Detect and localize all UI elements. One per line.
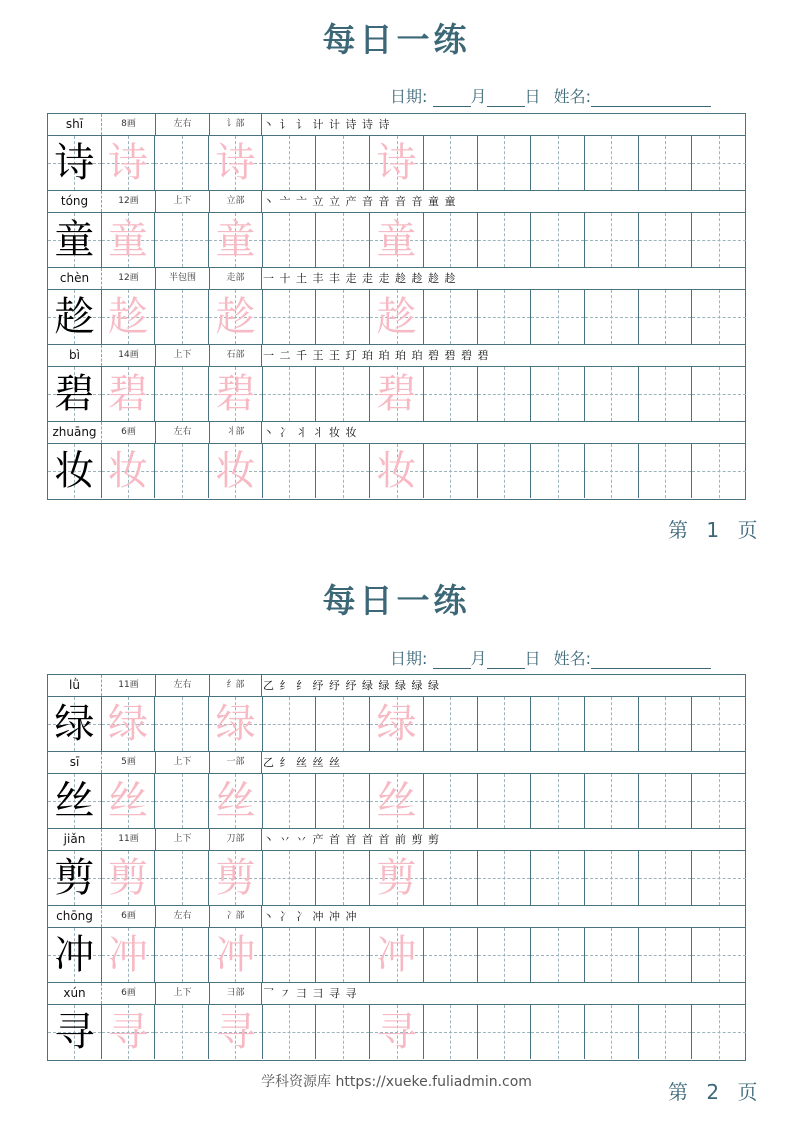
trace-character: 碧	[215, 371, 256, 417]
info-line	[390, 646, 711, 669]
tian-zi-box[interactable]	[639, 1005, 693, 1059]
tian-zi-box[interactable]	[155, 851, 209, 905]
tian-zi-box[interactable]	[370, 213, 424, 267]
month-blank[interactable]	[433, 90, 471, 107]
tian-zi-box[interactable]	[317, 774, 371, 828]
trace-character: 趁	[108, 294, 149, 340]
character-row	[48, 928, 745, 983]
tian-zi-box[interactable]	[155, 367, 209, 421]
trace-character: 冲	[108, 932, 149, 978]
tian-zi-box[interactable]	[585, 213, 639, 267]
model-character: 诗	[54, 140, 95, 186]
tian-zi-box[interactable]	[585, 774, 639, 828]
info-row	[48, 268, 745, 290]
tian-zi-box[interactable]	[102, 1005, 156, 1059]
tian-zi-box[interactable]	[263, 213, 317, 267]
tian-zi-box[interactable]	[155, 1005, 209, 1059]
info-row	[48, 345, 745, 367]
tian-zi-box[interactable]	[531, 290, 585, 344]
structure-label: 上下	[156, 829, 210, 850]
day-blank[interactable]	[487, 652, 525, 669]
tian-zi-box[interactable]	[692, 1005, 746, 1059]
character-row	[48, 136, 745, 191]
trace-character: 冲	[376, 932, 417, 978]
stroke-count-label: 6画	[102, 906, 156, 927]
trace-character: 趁	[376, 294, 417, 340]
trace-character: 妆	[108, 448, 149, 494]
radical-label: 彐部	[210, 983, 262, 1004]
tian-zi-box[interactable]	[639, 851, 693, 905]
tian-zi-box[interactable]	[478, 851, 532, 905]
radical-label: 冫部	[210, 906, 262, 927]
stroke-order-sequence: 一 二 千 王 王 玎 珀 珀 珀 珀 碧 碧 碧 碧	[263, 349, 490, 362]
model-character: 趁	[54, 294, 95, 340]
month-blank[interactable]	[433, 652, 471, 669]
pinyin-label: bì	[48, 345, 102, 366]
tian-zi-box[interactable]	[317, 851, 371, 905]
name-label: 姓名:	[553, 87, 592, 106]
model-character: 冲	[54, 932, 95, 978]
tian-zi-box[interactable]	[639, 928, 693, 982]
page-number: 第 2 页	[668, 1080, 764, 1104]
info-row	[48, 906, 745, 928]
tian-zi-box[interactable]	[478, 136, 532, 190]
tian-zi-box[interactable]	[692, 851, 746, 905]
tian-zi-box[interactable]	[424, 774, 478, 828]
tian-zi-box[interactable]	[692, 444, 746, 498]
trace-character: 趁	[215, 294, 256, 340]
pinyin-label: tóng	[48, 191, 102, 212]
stroke-count-label: 11画	[102, 829, 156, 850]
info-row	[48, 829, 745, 851]
radical-label: 丬部	[210, 422, 262, 443]
tian-zi-box[interactable]	[48, 290, 102, 344]
tian-zi-box[interactable]	[639, 774, 693, 828]
tian-zi-box[interactable]	[263, 928, 317, 982]
tian-zi-box[interactable]	[48, 697, 102, 751]
character-row	[48, 774, 745, 829]
tian-zi-box[interactable]	[263, 851, 317, 905]
trace-character: 绿	[215, 701, 256, 747]
tian-zi-box[interactable]	[478, 444, 532, 498]
radical-label: 讠部	[210, 114, 262, 135]
tian-zi-box[interactable]	[370, 851, 424, 905]
tian-zi-box[interactable]	[155, 136, 209, 190]
tian-zi-box[interactable]	[639, 213, 693, 267]
tian-zi-box[interactable]	[263, 1005, 317, 1059]
tian-zi-box[interactable]	[209, 444, 263, 498]
tian-zi-box[interactable]	[370, 1005, 424, 1059]
tian-zi-box[interactable]	[209, 851, 263, 905]
tian-zi-box[interactable]	[48, 928, 102, 982]
pinyin-label: jiǎn	[48, 829, 102, 850]
day-blank[interactable]	[487, 90, 525, 107]
radical-label: 刀部	[210, 829, 262, 850]
tian-zi-box[interactable]	[692, 213, 746, 267]
tian-zi-box[interactable]	[370, 697, 424, 751]
structure-label: 上下	[156, 752, 210, 773]
structure-label: 左右	[156, 422, 210, 443]
info-row	[48, 752, 745, 774]
tian-zi-box[interactable]	[263, 290, 317, 344]
tian-zi-box[interactable]	[155, 213, 209, 267]
tian-zi-box[interactable]	[424, 136, 478, 190]
trace-character: 丝	[215, 778, 256, 824]
tian-zi-box[interactable]	[102, 213, 156, 267]
tian-zi-box[interactable]	[424, 1005, 478, 1059]
tian-zi-box[interactable]	[209, 213, 263, 267]
tian-zi-box[interactable]	[424, 290, 478, 344]
info-row	[48, 114, 745, 136]
tian-zi-box[interactable]	[317, 697, 371, 751]
tian-zi-box[interactable]	[424, 444, 478, 498]
tian-zi-box[interactable]	[531, 444, 585, 498]
trace-character: 丝	[108, 778, 149, 824]
tian-zi-box[interactable]	[585, 444, 639, 498]
structure-label: 左右	[156, 114, 210, 135]
tian-zi-box[interactable]	[478, 1005, 532, 1059]
trace-character: 绿	[376, 701, 417, 747]
tian-zi-box[interactable]	[317, 136, 371, 190]
tian-zi-box[interactable]	[317, 213, 371, 267]
tian-zi-box[interactable]	[478, 774, 532, 828]
trace-character: 丝	[376, 778, 417, 824]
trace-character: 寻	[215, 1009, 256, 1055]
tian-zi-box[interactable]	[478, 290, 532, 344]
tian-zi-box[interactable]	[48, 367, 102, 421]
page-title: 每日一练	[322, 20, 471, 59]
stroke-order-sequence: 丶 冫 丬 丬 妆 妆	[263, 426, 358, 439]
month-label: 月	[470, 649, 487, 668]
model-character: 丝	[54, 778, 95, 824]
trace-character: 寻	[108, 1009, 149, 1055]
character-row	[48, 851, 745, 906]
model-character: 剪	[54, 855, 95, 901]
tian-zi-box[interactable]	[585, 851, 639, 905]
page-title: 每日一练	[322, 581, 471, 620]
character-row	[48, 367, 745, 422]
trace-character: 寻	[376, 1009, 417, 1055]
stroke-order-sequence: 丶 冫 冫 冲 冲 冲	[263, 910, 358, 923]
tian-zi-box[interactable]	[102, 136, 156, 190]
model-character: 童	[54, 217, 95, 263]
character-row	[48, 444, 745, 499]
tian-zi-box[interactable]	[209, 774, 263, 828]
stroke-count-label: 5画	[102, 752, 156, 773]
date-label: 日期:	[390, 87, 428, 106]
practice-grid	[47, 113, 746, 500]
info-row	[48, 191, 745, 213]
model-character: 寻	[54, 1009, 95, 1055]
tian-zi-box[interactable]	[585, 1005, 639, 1059]
tian-zi-box[interactable]	[102, 851, 156, 905]
tian-zi-box[interactable]	[639, 444, 693, 498]
practice-grid	[47, 674, 746, 1061]
character-row	[48, 290, 745, 345]
tian-zi-box[interactable]	[478, 697, 532, 751]
trace-character: 童	[215, 217, 256, 263]
tian-zi-box[interactable]	[370, 774, 424, 828]
tian-zi-box[interactable]	[692, 290, 746, 344]
model-character: 妆	[54, 448, 95, 494]
trace-character: 剪	[108, 855, 149, 901]
name-blank[interactable]	[591, 90, 711, 107]
structure-label: 左右	[156, 675, 210, 696]
tian-zi-box[interactable]	[370, 928, 424, 982]
tian-zi-box[interactable]	[317, 290, 371, 344]
tian-zi-box[interactable]	[424, 213, 478, 267]
tian-zi-box[interactable]	[102, 444, 156, 498]
tian-zi-box[interactable]	[48, 444, 102, 498]
radical-label: 一部	[210, 752, 262, 773]
model-character: 绿	[54, 701, 95, 747]
structure-label: 上下	[156, 345, 210, 366]
tian-zi-box[interactable]	[263, 444, 317, 498]
tian-zi-box[interactable]	[209, 367, 263, 421]
pinyin-label: zhuāng	[48, 422, 102, 443]
tian-zi-box[interactable]	[424, 851, 478, 905]
trace-character: 剪	[376, 855, 417, 901]
trace-character: 妆	[376, 448, 417, 494]
tian-zi-box[interactable]	[317, 928, 371, 982]
info-row	[48, 675, 745, 697]
model-character: 碧	[54, 371, 95, 417]
trace-character: 绿	[108, 701, 149, 747]
stroke-count-label: 6画	[102, 422, 156, 443]
tian-zi-box[interactable]	[209, 1005, 263, 1059]
structure-label: 上下	[156, 983, 210, 1004]
tian-zi-box[interactable]	[692, 136, 746, 190]
tian-zi-box[interactable]	[48, 136, 102, 190]
tian-zi-box[interactable]	[478, 367, 532, 421]
tian-zi-box[interactable]	[370, 367, 424, 421]
tian-zi-box[interactable]	[531, 213, 585, 267]
date-label: 日期:	[390, 649, 428, 668]
tian-zi-box[interactable]	[209, 290, 263, 344]
tian-zi-box[interactable]	[531, 136, 585, 190]
tian-zi-box[interactable]	[424, 928, 478, 982]
tian-zi-box[interactable]	[370, 290, 424, 344]
tian-zi-box[interactable]	[102, 290, 156, 344]
tian-zi-box[interactable]	[102, 774, 156, 828]
tian-zi-box[interactable]	[48, 774, 102, 828]
stroke-order-sequence: 丶 丷 丷 产 首 首 首 首 前 剪 剪	[263, 833, 440, 846]
tian-zi-box[interactable]	[48, 213, 102, 267]
tian-zi-box[interactable]	[692, 697, 746, 751]
radical-label: 石部	[210, 345, 262, 366]
tian-zi-box[interactable]	[531, 774, 585, 828]
day-label: 日	[524, 649, 541, 668]
tian-zi-box[interactable]	[692, 928, 746, 982]
tian-zi-box[interactable]	[263, 697, 317, 751]
stroke-count-label: 14画	[102, 345, 156, 366]
tian-zi-box[interactable]	[585, 367, 639, 421]
pinyin-label: chèn	[48, 268, 102, 289]
stroke-count-label: 8画	[102, 114, 156, 135]
tian-zi-box[interactable]	[585, 697, 639, 751]
tian-zi-box[interactable]	[370, 136, 424, 190]
tian-zi-box[interactable]	[155, 774, 209, 828]
trace-character: 诗	[376, 140, 417, 186]
tian-zi-box[interactable]	[317, 367, 371, 421]
pinyin-label: lǜ	[48, 675, 102, 696]
tian-zi-box[interactable]	[585, 136, 639, 190]
tian-zi-box[interactable]	[531, 697, 585, 751]
tian-zi-box[interactable]	[639, 136, 693, 190]
radical-label: 纟部	[210, 675, 262, 696]
trace-character: 剪	[215, 855, 256, 901]
tian-zi-box[interactable]	[263, 136, 317, 190]
tian-zi-box[interactable]	[531, 1005, 585, 1059]
tian-zi-box[interactable]	[424, 367, 478, 421]
tian-zi-box[interactable]	[209, 136, 263, 190]
tian-zi-box[interactable]	[263, 367, 317, 421]
tian-zi-box[interactable]	[692, 774, 746, 828]
tian-zi-box[interactable]	[263, 774, 317, 828]
tian-zi-box[interactable]	[478, 928, 532, 982]
character-row	[48, 213, 745, 268]
stroke-order-sequence: 乙 纟 纟 纾 纾 纾 绿 绿 绿 绿 绿	[263, 679, 440, 692]
stroke-order-sequence: 丶 亠 亠 立 立 产 音 音 音 音 童 童	[263, 195, 457, 208]
month-label: 月	[470, 87, 487, 106]
radical-label: 立部	[210, 191, 262, 212]
tian-zi-box[interactable]	[585, 928, 639, 982]
tian-zi-box[interactable]	[102, 367, 156, 421]
character-row	[48, 697, 745, 752]
trace-character: 诗	[108, 140, 149, 186]
stroke-order-sequence: 乙 纟 丝 丝 丝	[263, 756, 341, 769]
stroke-order-sequence: 乛 ㇇ 彐 彐 寻 寻	[263, 987, 358, 1000]
tian-zi-box[interactable]	[102, 697, 156, 751]
trace-character: 诗	[215, 140, 256, 186]
trace-character: 童	[108, 217, 149, 263]
tian-zi-box[interactable]	[531, 851, 585, 905]
tian-zi-box[interactable]	[155, 697, 209, 751]
stroke-order-sequence: 一 十 土 丰 丰 走 走 走 趁 趁 趁 趁	[263, 272, 457, 285]
character-row	[48, 1005, 745, 1060]
trace-character: 妆	[215, 448, 256, 494]
name-blank[interactable]	[591, 652, 711, 669]
tian-zi-box[interactable]	[155, 290, 209, 344]
tian-zi-box[interactable]	[209, 697, 263, 751]
pinyin-label: sī	[48, 752, 102, 773]
tian-zi-box[interactable]	[424, 697, 478, 751]
tian-zi-box[interactable]	[155, 928, 209, 982]
pinyin-label: chōng	[48, 906, 102, 927]
tian-zi-box[interactable]	[639, 697, 693, 751]
info-row	[48, 422, 745, 444]
tian-zi-box[interactable]	[102, 928, 156, 982]
stroke-count-label: 12画	[102, 268, 156, 289]
tian-zi-box[interactable]	[478, 213, 532, 267]
pinyin-label: shī	[48, 114, 102, 135]
tian-zi-box[interactable]	[531, 928, 585, 982]
page-number: 第 1 页	[668, 518, 764, 542]
info-line	[390, 84, 711, 107]
day-label: 日	[524, 87, 541, 106]
tian-zi-box[interactable]	[317, 1005, 371, 1059]
tian-zi-box[interactable]	[531, 367, 585, 421]
tian-zi-box[interactable]	[155, 444, 209, 498]
trace-character: 碧	[108, 371, 149, 417]
tian-zi-box[interactable]	[48, 1005, 102, 1059]
info-row	[48, 983, 745, 1005]
tian-zi-box[interactable]	[209, 928, 263, 982]
structure-label: 上下	[156, 191, 210, 212]
tian-zi-box[interactable]	[692, 367, 746, 421]
trace-character: 冲	[215, 932, 256, 978]
pinyin-label: xún	[48, 983, 102, 1004]
tian-zi-box[interactable]	[48, 851, 102, 905]
structure-label: 左右	[156, 906, 210, 927]
tian-zi-box[interactable]	[585, 290, 639, 344]
stroke-order-sequence: 丶 讠 讠 计 计 诗 诗 诗	[263, 118, 391, 131]
tian-zi-box[interactable]	[317, 444, 371, 498]
structure-label: 半包围	[156, 268, 210, 289]
stroke-count-label: 6画	[102, 983, 156, 1004]
trace-character: 童	[376, 217, 417, 263]
tian-zi-box[interactable]	[370, 444, 424, 498]
footer-source: 学科资源库 https://xueke.fuliadmin.com	[261, 1074, 532, 1090]
name-label: 姓名:	[553, 649, 592, 668]
stroke-count-label: 11画	[102, 675, 156, 696]
radical-label: 走部	[210, 268, 262, 289]
trace-character: 碧	[376, 371, 417, 417]
stroke-count-label: 12画	[102, 191, 156, 212]
tian-zi-box[interactable]	[639, 290, 693, 344]
tian-zi-box[interactable]	[639, 367, 693, 421]
